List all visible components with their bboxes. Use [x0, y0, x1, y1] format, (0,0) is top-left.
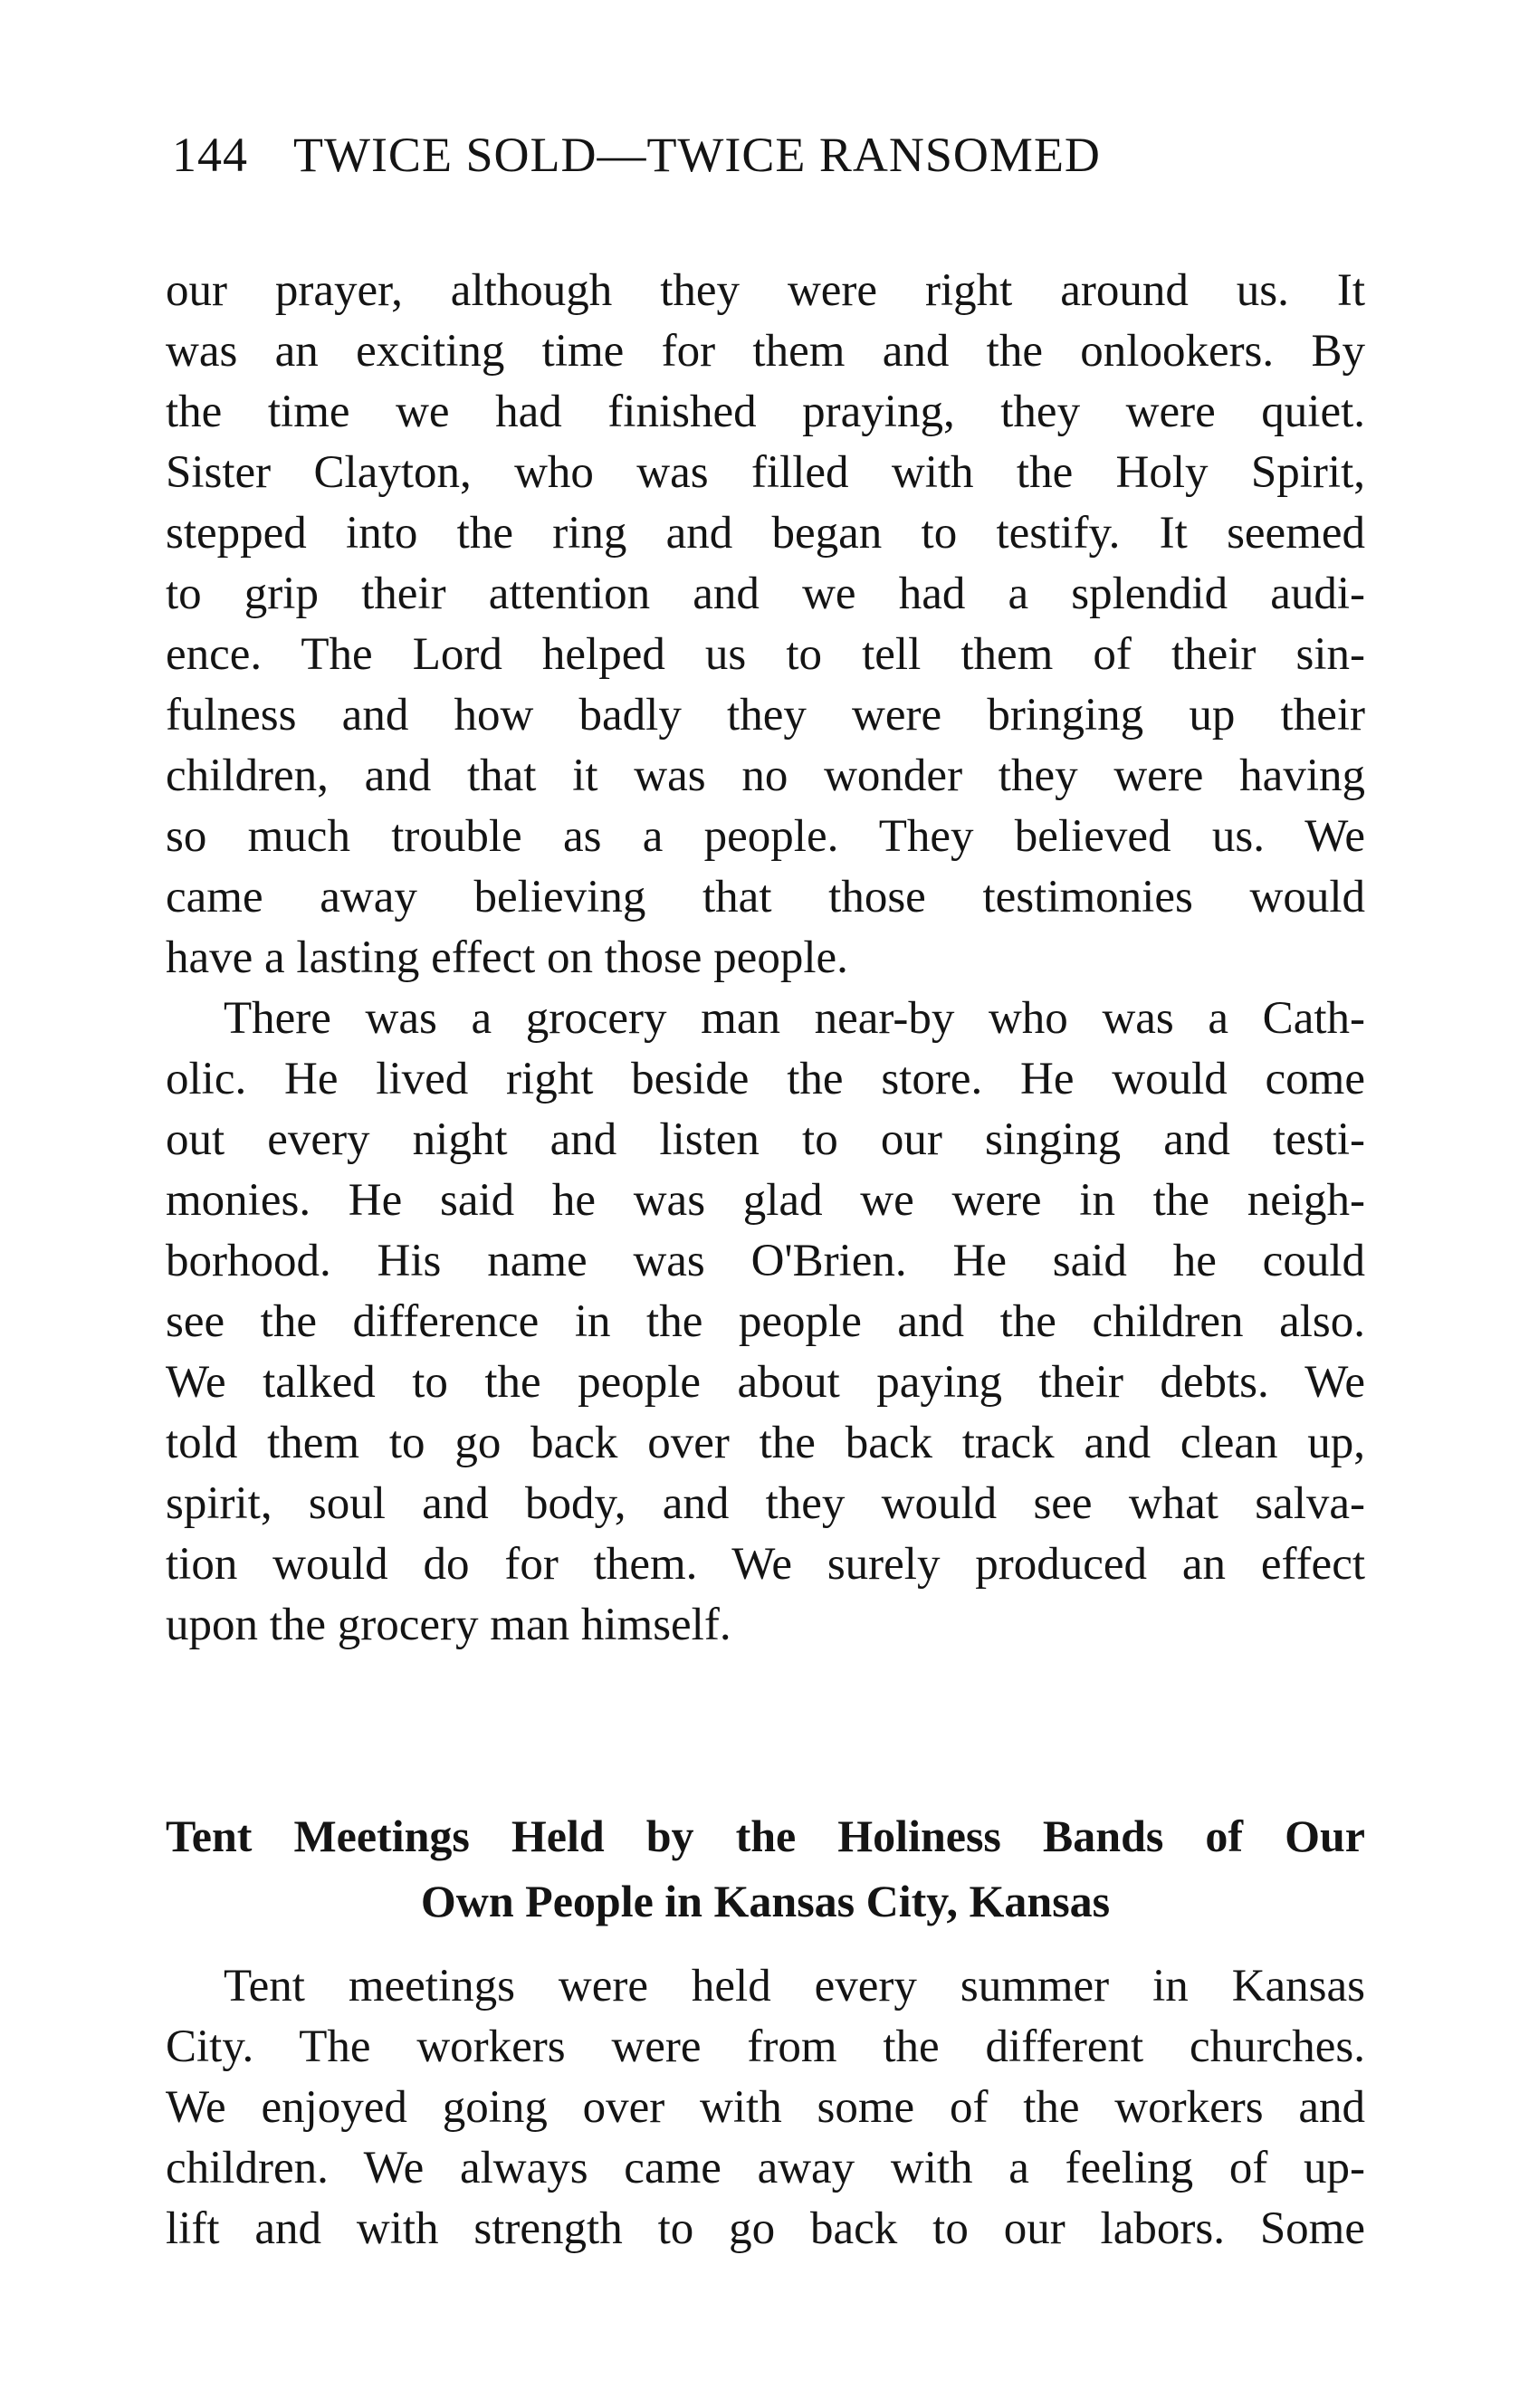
text-line: children. We always came away with a feeling of up- [166, 2143, 1365, 2193]
text-line: out every night and listen to our singing and testi- [166, 1114, 1365, 1165]
text-line: There was a grocery man near-by who was a Cath- [224, 993, 1365, 1044]
text-line: stepped into the ring and began to testify. It seemed [166, 508, 1365, 559]
text-line: came away believing that those testimonies would [166, 872, 1365, 922]
text-line: was an exciting time for them and the onlookers. By [166, 326, 1365, 377]
text-line: see the difference in the people and the children also. [166, 1296, 1365, 1347]
text-line: our prayer, although they were right around us. It [166, 265, 1365, 316]
text-line: We talked to the people about paying their debts. We [166, 1357, 1365, 1408]
text-line: tion would do for them. We surely produced an effect [166, 1539, 1365, 1590]
page-number: 144 [172, 128, 248, 182]
section-heading-line: Tent Meetings Held by the Holiness Bands of Our [166, 1811, 1365, 1861]
text-line: City. The workers were from the different churches. [166, 2021, 1365, 2072]
paragraph-3 [166, 1956, 1365, 2260]
text-line: have a lasting effect on those people. [166, 932, 848, 983]
text-line: borhood. His name was O'Brien. He said he could [166, 1236, 1365, 1286]
text-line: the time we had finished praying, they were quiet. [166, 387, 1365, 437]
text-line: monies. He said he was glad we were in the neigh- [166, 1175, 1365, 1226]
running-title: TWICE SOLD—TWICE RANSOMED [293, 128, 1101, 182]
text-line: Sister Clayton, who was filled with the Holy Spirit, [166, 447, 1365, 498]
text-line: ence. The Lord helped us to tell them of their sin- [166, 629, 1365, 680]
text-line: fulness and how badly they were bringing up their [166, 690, 1365, 741]
text-line: olic. He lived right beside the store. He would come [166, 1054, 1365, 1104]
text-line: children, and that it was no wonder they were having [166, 750, 1365, 801]
text-line: so much trouble as a people. They believed us. We [166, 811, 1365, 862]
text-line: to grip their attention and we had a splendid audi- [166, 569, 1365, 619]
text-line: told them to go back over the back track and clean up, [166, 1418, 1365, 1468]
text-line: lift and with strength to go back to our labors. Some [166, 2203, 1365, 2254]
paragraph-1 [166, 261, 1365, 989]
paragraph-2 [166, 989, 1365, 1656]
text-line: spirit, soul and body, and they would see what salva- [166, 1478, 1365, 1529]
text-line: upon the grocery man himself. [166, 1600, 731, 1650]
text-line: Tent meetings were held every summer in Kansas [224, 1961, 1365, 2011]
section-heading-line: Own People in Kansas City, Kansas [420, 1876, 1111, 1926]
text-line: We enjoyed going over with some of the workers and [166, 2082, 1365, 2133]
section-heading [166, 1803, 1365, 1934]
running-header [172, 127, 1101, 183]
